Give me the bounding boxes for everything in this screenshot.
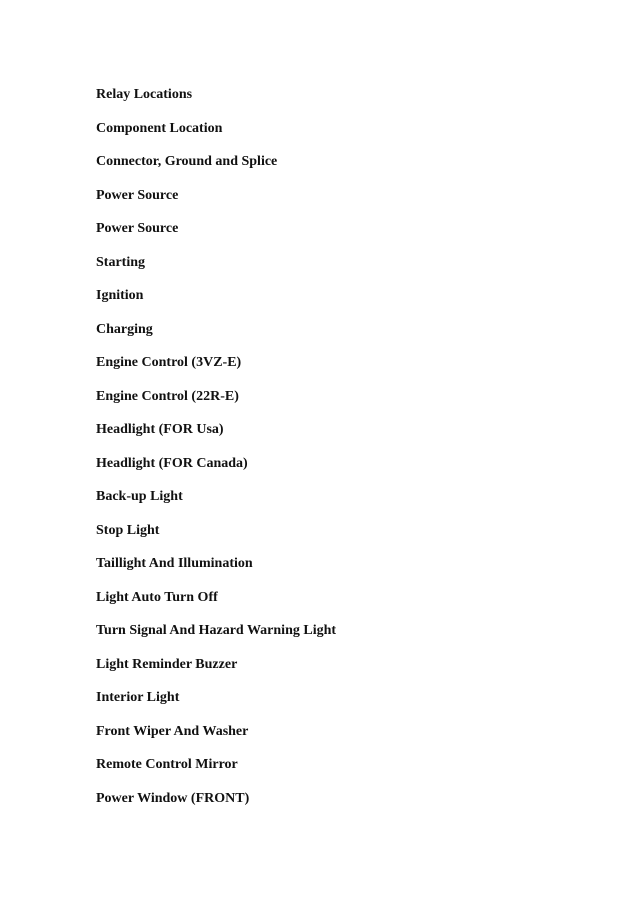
toc-item-power-window-front[interactable]: Power Window (FRONT) (96, 790, 250, 806)
toc-item-front-wiper-washer[interactable]: Front Wiper And Washer (96, 723, 249, 739)
toc-item-headlight-usa[interactable]: Headlight (FOR Usa) (96, 422, 224, 437)
contents-list (96, 86, 336, 823)
toc-item-relay-locations[interactable]: Relay Locations (96, 87, 193, 102)
toc-item-charging[interactable]: Charging (96, 321, 153, 337)
toc-item-engine-control-3vz-e[interactable]: Engine Control (3VZ-E) (96, 355, 242, 370)
toc-item-remote-control-mirror[interactable]: Remote Control Mirror (96, 757, 238, 772)
toc-item-taillight-illumination[interactable]: Taillight And Illumination (96, 556, 253, 571)
toc-item-turn-signal-hazard[interactable]: Turn Signal And Hazard Warning Light (96, 623, 337, 638)
toc-item-ignition[interactable]: Ignition (96, 288, 144, 303)
toc-item-interior-light[interactable]: Interior Light (96, 690, 180, 705)
toc-item-power-source-2[interactable]: Power Source (96, 221, 179, 236)
toc-item-light-auto-turn-off[interactable]: Light Auto Turn Off (96, 589, 218, 605)
toc-item-stop-light[interactable]: Stop Light (96, 522, 160, 538)
toc-item-starting[interactable]: Starting (96, 254, 145, 270)
toc-item-headlight-canada[interactable]: Headlight (FOR Canada) (96, 455, 248, 471)
toc-item-back-up-light[interactable]: Back-up Light (96, 489, 183, 504)
toc-item-light-reminder-buzzer[interactable]: Light Reminder Buzzer (96, 656, 238, 672)
toc-item-component-location[interactable]: Component Location (96, 120, 223, 136)
toc-item-engine-control-22r-e[interactable]: Engine Control (22R-E) (96, 388, 239, 404)
toc-item-connector-ground-splice[interactable]: Connector, Ground and Splice (96, 154, 278, 169)
toc-item-power-source[interactable]: Power Source (96, 187, 179, 203)
